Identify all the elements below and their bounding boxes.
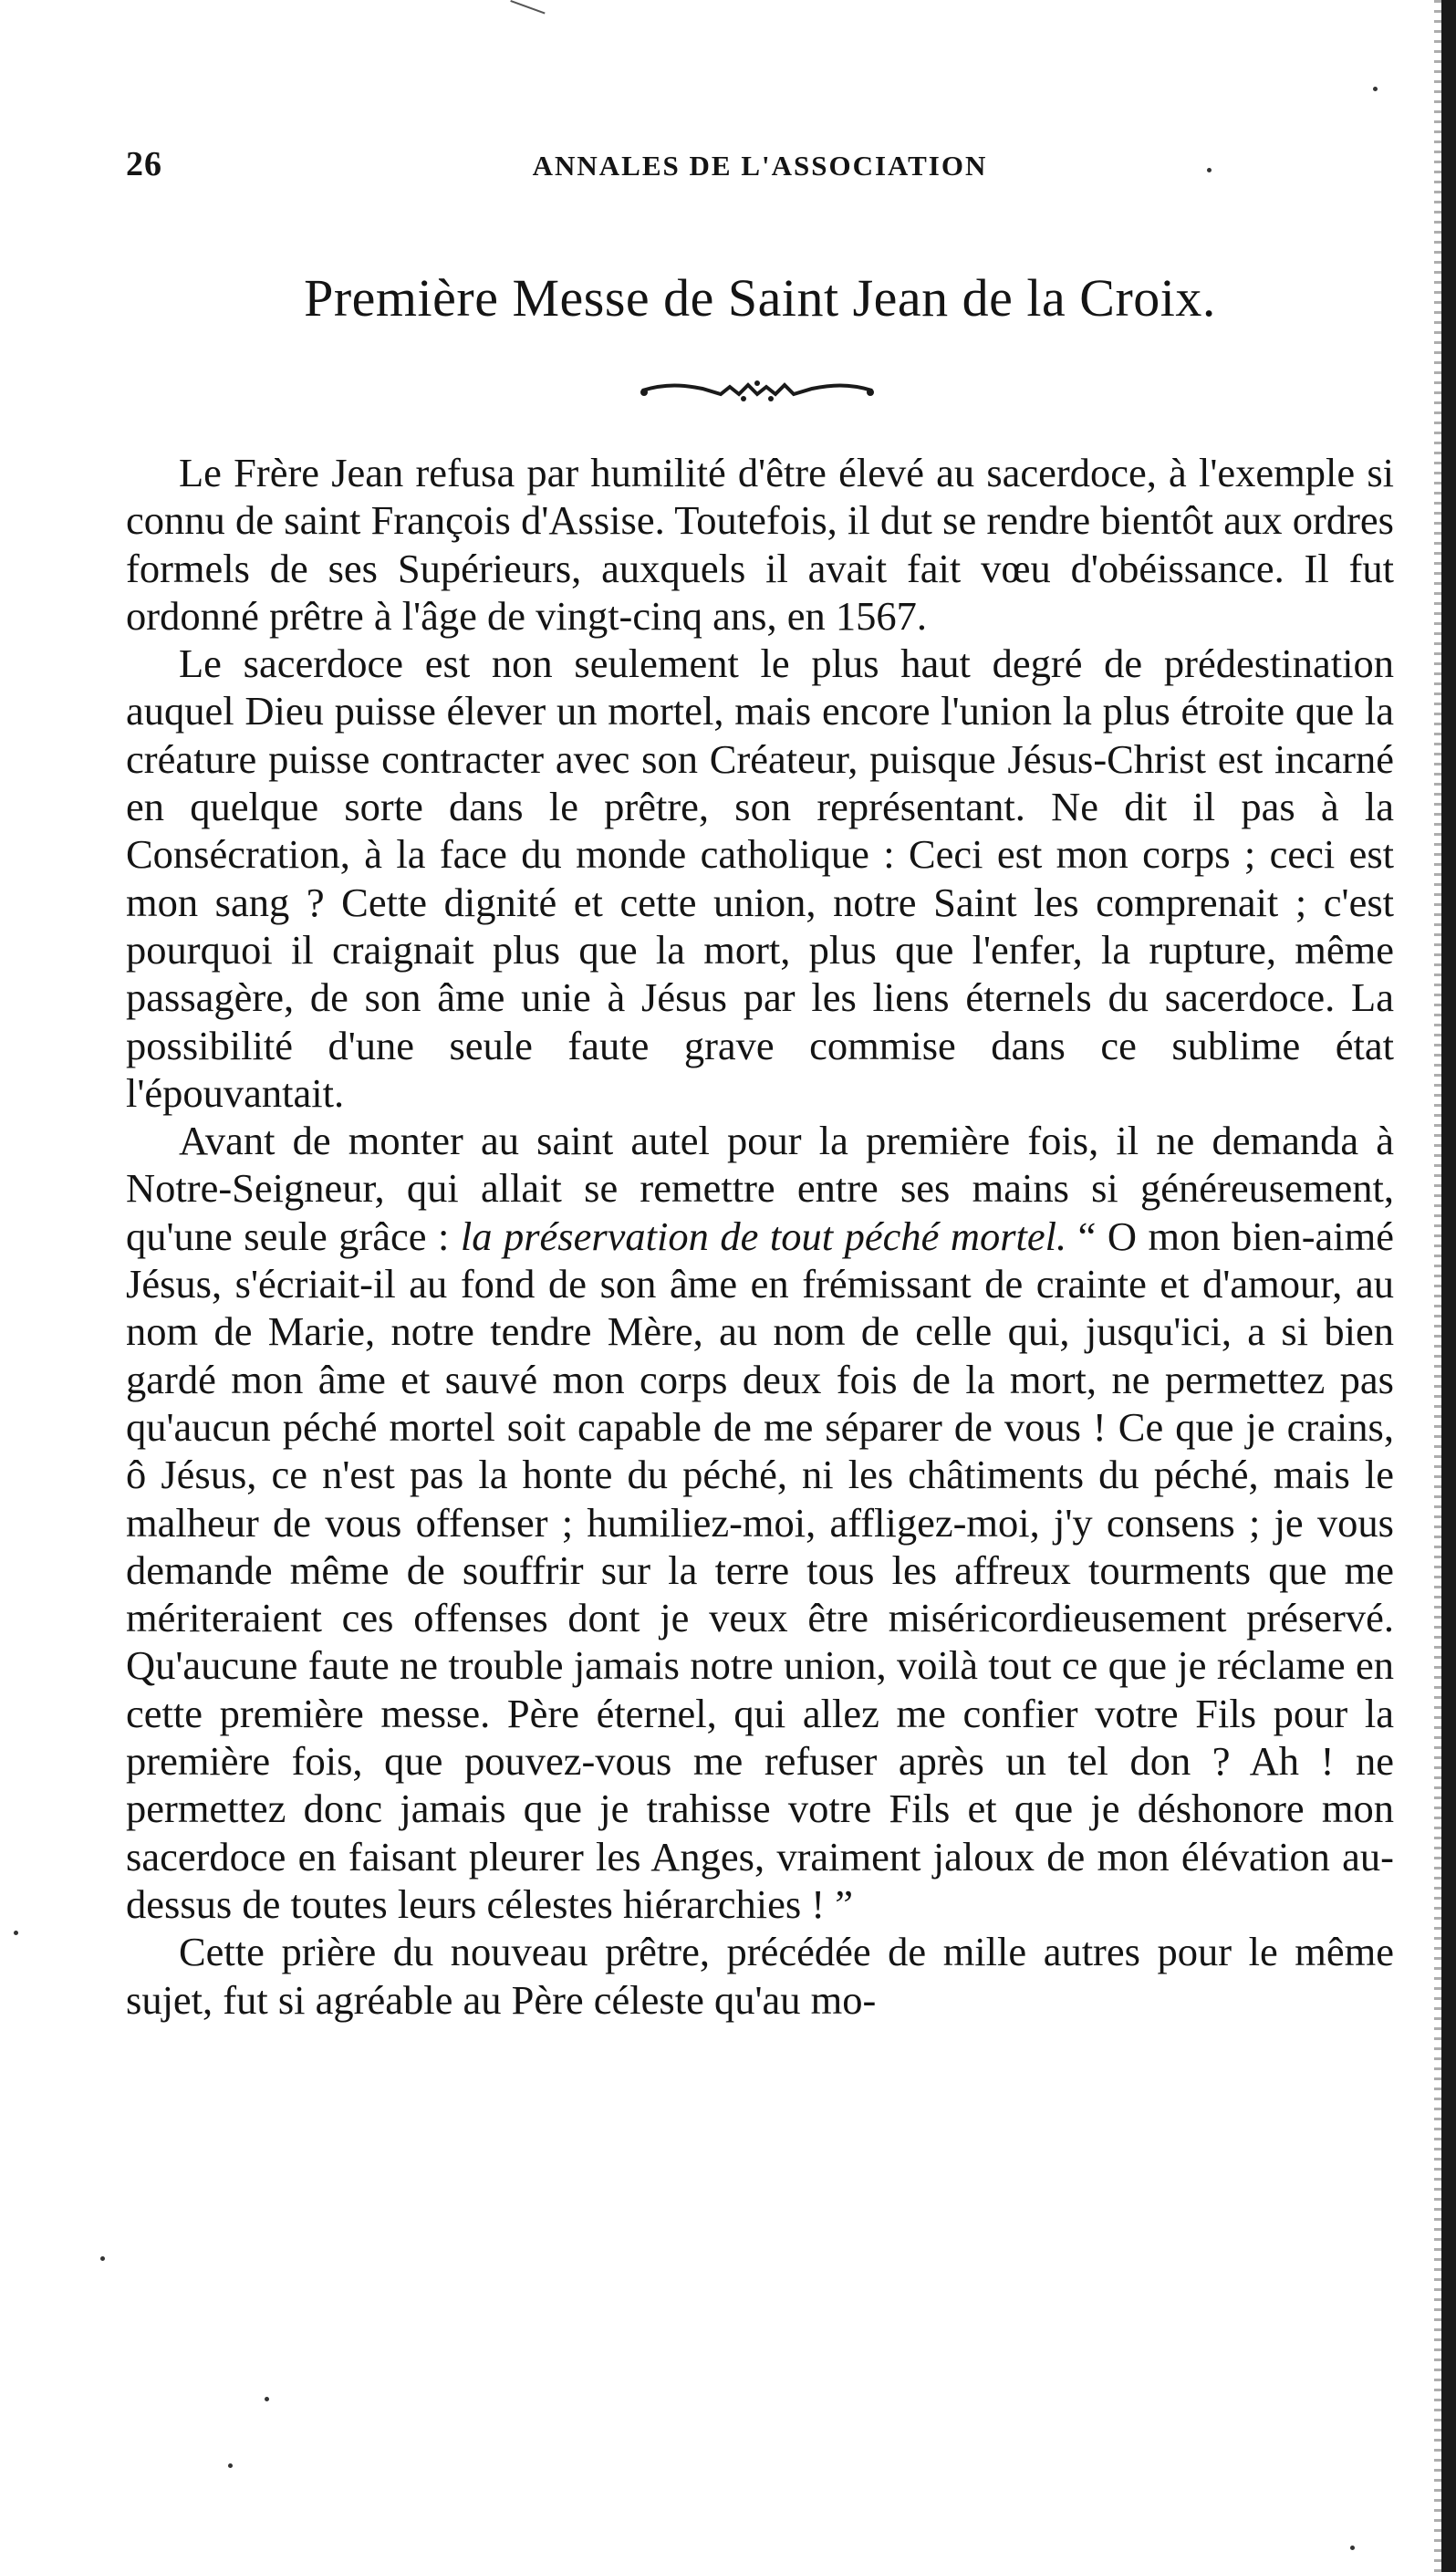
running-head <box>126 144 1394 190</box>
paragraph-2: Le sacerdoce est non seulement le plus haut degré de prédestination auquel Dieu puisse élever un mortel, mais encore l'union la plus étroite que la créature puisse contracter avec son Créateur, puisque Jésus-Christ est incarné en quelque sorte dans le prêtre, son représentant. Ne dit il pas à la Consécration, à la face du monde catholique : Ceci est mon corps ; ceci est mon sang ? Cette dignité et cette union, notre Saint les comprenait ; c'est pourquoi il craignait plus que la mort, plus que l'enfer, la rupture, même passagère, de son âme unie à Jésus par les liens éternels du sacerdoce. La possibilité d'une seule faute grave commise dans ce sublime état l'épouvantait. <box>126 640 1394 1116</box>
body-text <box>126 449 1394 2024</box>
running-head-title: ANNALES DE L'ASSOCIATION <box>532 150 988 182</box>
paragraph-1: Le Frère Jean refusa par humilité d'être élevé au sacerdoce, à l'exemple si connu de saint François d'Assise. Toutefois, il dut se rendre bientôt aux ordres formels de ses Supérieurs, auxquels il avait fait vœu d'obéissance. Il fut ordonné prêtre à l'âge de vingt-cinq ans, en 1567. <box>126 450 1394 639</box>
page-number: 26 <box>126 145 162 183</box>
scan-speck <box>265 2397 269 2401</box>
paragraph-3-emphasis: la préservation de tout péché mortel. <box>460 1213 1067 1259</box>
scan-speck <box>14 1931 18 1935</box>
chapter-title: Première Messe de Saint Jean de la Croix. <box>304 268 1216 328</box>
scan-mark <box>510 0 545 15</box>
binding-edge <box>1441 0 1456 2572</box>
fleuron-ornament <box>639 376 876 403</box>
paragraph-4: Cette prière du nouveau prêtre, précédée de mille autres pour le même sujet, fut si agréable au Père céleste qu'au mo- <box>126 1929 1394 2023</box>
scan-speck <box>1350 2546 1355 2550</box>
scan-speck <box>100 2256 105 2261</box>
paragraph-3-text-before: Avant de monter au saint autel pour la première fois, il ne demanda à Notre-Seigneur, qui allait se remettre entre ses mains si généreusement, qu'une seule grâce : <box>126 1118 1394 1259</box>
scan-speck <box>228 2463 233 2468</box>
paragraph-3 <box>126 1117 1394 1928</box>
scan-speck <box>1373 87 1378 91</box>
paragraph-3-text-after: “ O mon bien-aimé Jésus, s'écriait-il au fond de son âme en frémissant de crainte et d'amour, au nom de Marie, notre tendre Mère, au nom de celle qui, jusqu'ici, a si bien gardé mon âme et sauvé mon corps deux fois de la mort, ne permettez pas qu'aucun péché mortel soit capable de me séparer de vous ! Ce que je crains, ô Jésus, ce n'est pas la honte du péché, ni les châtiments du péché, mais le malheur de vous offenser ; humiliez-moi, affligez-moi, j'y consens ; je vous demande même de souffrir sur la terre tous les affreux tourments que me mériteraient ces offenses dont je veux être miséricordieusement préservé. Qu'aucune faute ne trouble jamais notre union, voilà tout ce que je réclame en cette première messe. Père éternel, qui allez me confier votre Fils pour la première fois, que pouvez-vous me refuser après un tel don ? Ah ! ne permettez donc jamais que je trahisse votre Fils et que je déshonore mon sacerdoce en faisant pleurer les Anges, vraiment jaloux de mon élévation au-dessus de toutes leurs célestes hiérarchies ! ” <box>126 1213 1394 1927</box>
